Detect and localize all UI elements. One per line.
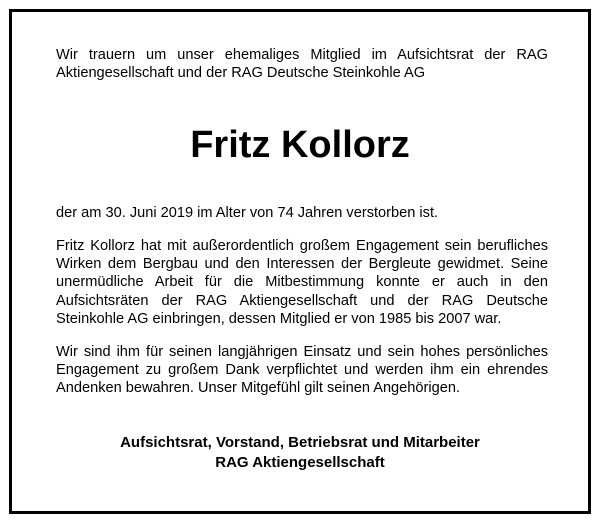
deceased-name: Fritz Kollorz bbox=[190, 124, 410, 166]
death-notice-line: der am 30. Juni 2019 im Alter von 74 Jahren verstorben ist. bbox=[56, 205, 439, 221]
intro-line-2: Aktiengesellschaft und der RAG Deutsche Steinkohle AG bbox=[56, 65, 426, 81]
tribute-paragraph-2: Wir sind ihm für seinen langjährigen Einsatz und sein hohes persönliches Engagement zu großem Dank verpflichtet und werden ihm ein ehrendes Andenken bewahren. Unser Mitgefühl gilt seinen Angehörigen. bbox=[56, 344, 548, 397]
signature-block bbox=[0, 433, 600, 473]
intro-line-1: Wir trauern um unser ehemaliges Mitglied im Aufsichtsrat der RAG bbox=[56, 47, 548, 63]
intro-text bbox=[56, 46, 548, 82]
signature-line-2: RAG Aktiengesellschaft bbox=[215, 454, 385, 471]
signature-line-1: Aufsichtsrat, Vorstand, Betriebsrat und Mitarbeiter bbox=[120, 434, 480, 451]
tribute-paragraph-1: Fritz Kollorz hat mit außerordentlich großem Engagement sein berufliches Wirken dem Bergbau und den Interessen der Bergleute gewidmet. Seine unermüdliche Arbeit für die Mitbestimmung konnte er auch in den Aufsichtsräten der RAG Aktiengesellschaft und der RAG Deutsche Steinkohle AG einbringen, dessen Mitglied er von 1985 bis 2007 war. bbox=[56, 238, 548, 327]
